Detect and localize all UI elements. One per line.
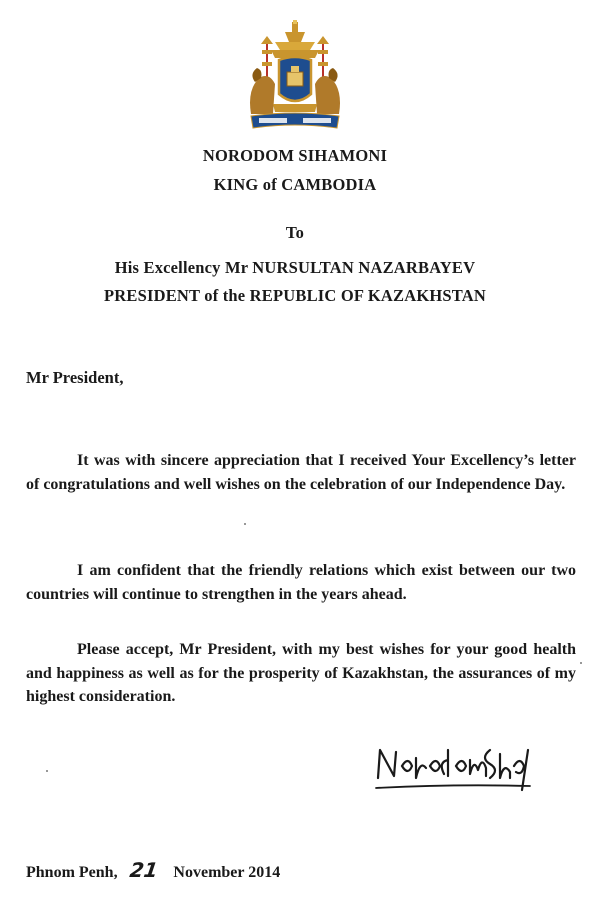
paper-speck: [46, 770, 48, 772]
body-paragraph-3: Please accept, Mr President, with my best wishes for your good health and happiness as well as for the prosperity of Kazakhstan, the assurances of my highest consideration.: [26, 641, 576, 705]
paper-speck: [580, 662, 582, 664]
royal-arms-of-cambodia-icon: [245, 20, 345, 138]
handwritten-day: 21: [127, 858, 160, 882]
month-year-text: November 2014: [173, 864, 281, 881]
body-paragraph-1: It was with sincere appreciation that I received Your Excellency’s letter of congratulations and well wishes on the celebration of our Independence Day.: [26, 452, 576, 493]
body-paragraph-2: I am confident that the friendly relations which exist between our two countries will continue to strengthen in the years ahead.: [26, 562, 576, 603]
sender-name: NORODOM SIHAMONI: [202, 146, 388, 165]
date-line: [26, 858, 280, 882]
recipient-name: His Excellency Mr NURSULTAN NAZARBAYEV: [114, 258, 476, 277]
place-text: Phnom Penh,: [26, 864, 118, 881]
salutation: Mr President,: [26, 368, 124, 387]
sender-title: KING of CAMBODIA: [213, 175, 377, 194]
recipient-title: PRESIDENT of the REPUBLIC OF KAZAKHSTAN: [104, 286, 486, 305]
paper-speck: [244, 523, 246, 525]
to-line: To: [285, 223, 305, 242]
handwritten-signature-icon: [372, 744, 534, 796]
